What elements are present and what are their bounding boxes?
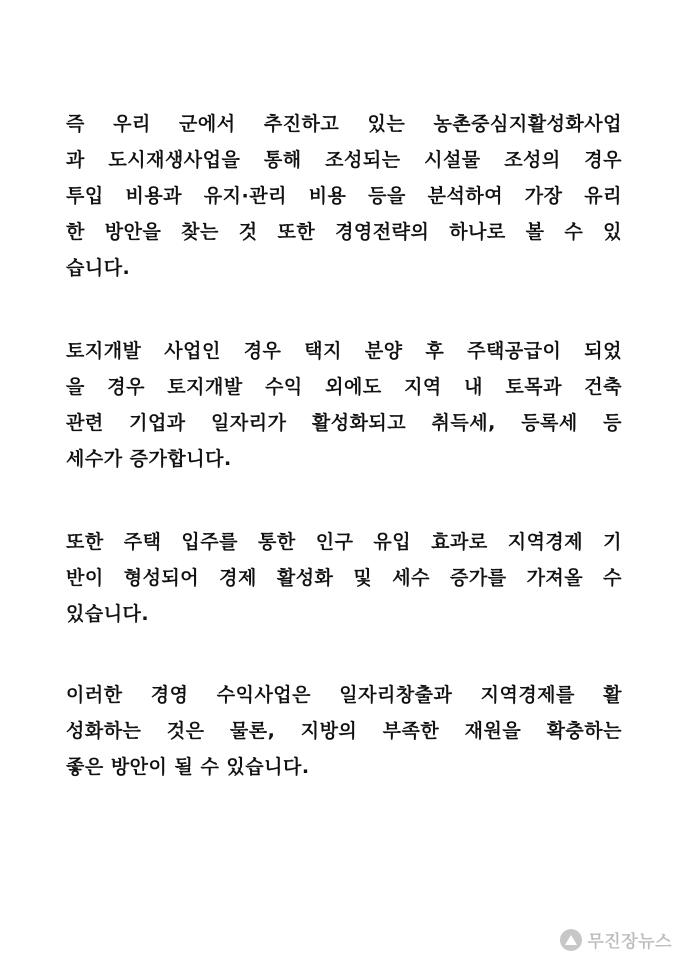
- text-line: 을 경우 토지개발 수익 외에도 지역 내 토목과 건축: [66, 376, 622, 398]
- text-line: 투입 비용과 유지·관리 비용 등을 분석하여 가장 유리: [66, 185, 622, 207]
- text-line: 한 방안을 찾는 것 또한 경영전략의 하나로 볼 수 있: [66, 221, 622, 243]
- text-line: 또한 주택 입주를 통한 인구 유입 효과로 지역경제 기: [66, 531, 622, 553]
- text-line: 과 도시재생사업을 통해 조성되는 시설물 조성의 경우: [66, 149, 622, 171]
- text-line: 있습니다.: [66, 603, 150, 625]
- text-line: 관련 기업과 일자리가 활성화되고 취득세, 등록세 등: [66, 412, 622, 434]
- paragraph-4: [66, 677, 622, 785]
- paragraph-3: [66, 524, 622, 632]
- text-line: 좋은 방안이 될 수 있습니다.: [66, 756, 310, 778]
- text-line: 습니다.: [66, 257, 131, 279]
- text-line: 성화하는 것은 물론, 지방의 부족한 재원을 확충하는: [66, 720, 622, 742]
- paragraph-1: [66, 106, 622, 286]
- text-line: 토지개발 사업인 경우 택지 분양 후 주택공급이 되었: [66, 340, 622, 362]
- watermark: [560, 927, 672, 952]
- mountain-logo-icon: [560, 929, 582, 951]
- text-line: 반이 형성되어 경제 활성화 및 세수 증가를 가져올 수: [66, 567, 622, 589]
- text-line: 세수가 증가합니다.: [66, 448, 232, 470]
- paragraph-2: [66, 333, 622, 477]
- text-line: 이러한 경영 수익사업은 일자리창출과 지역경제를 활: [66, 684, 622, 706]
- text-line: 즉 우리 군에서 추진하고 있는 농촌중심지활성화사업: [66, 113, 622, 135]
- watermark-text: 무진장뉴스: [587, 932, 672, 952]
